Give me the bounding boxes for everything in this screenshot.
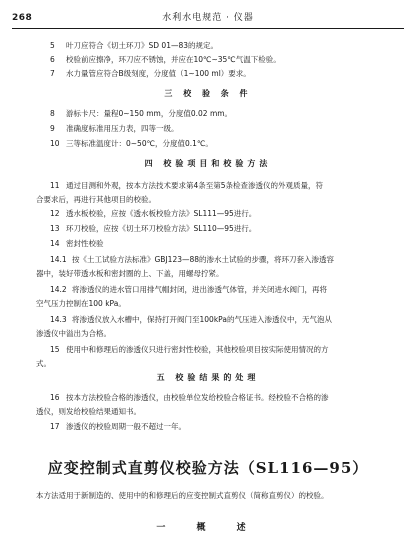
- section-heading: 五 校验结果的处理: [156, 373, 260, 382]
- list-item: 8 游标卡尺：量程0~150 mm，分度值0.02 mm。: [50, 109, 233, 118]
- paragraph-line: 合要求后，再进行其他项目的校验。: [36, 195, 156, 204]
- paragraph-line: 渗透仪中溢出为合格。: [36, 329, 111, 338]
- running-title: 水利水电规范 · 仪器: [162, 13, 254, 23]
- paragraph-line: 16 按本方法校验合格的渗透仪，由校验单位发给校验合格证书。经校验不合格的渗: [50, 393, 329, 402]
- document-title: 应变控制式直剪仪校验方法（SL116—95）: [47, 459, 369, 477]
- list-item: 6 校验前应擦净，环刀应不锈蚀，并应在10℃~35℃气温下检验。: [50, 55, 281, 64]
- paragraph-line: 12 透水板校验，应按《透水板校验方法》SL111—95进行。: [50, 209, 257, 218]
- paragraph-line: 17 渗透仪的校验周期一般不超过一年。: [50, 422, 186, 431]
- list-item: 5 叶刀应符合《切土环刀》SD 01—83的规定。: [50, 41, 219, 50]
- paragraph-line: 器中，装好带透水板和密封圈的上、下盖，用螺母拧紧。: [36, 269, 224, 278]
- page-number: 268: [12, 13, 33, 23]
- section-heading: 四 校验项目和校验方法: [144, 159, 272, 168]
- paragraph-line: 13 环刀校验，应按《切土环刀校验方法》SL110—95进行。: [50, 224, 257, 233]
- list-item: 7 水力量管应符合B级刻度，分度值（1~100 ml）要求。: [50, 69, 251, 78]
- list-item: 9 准确度标准用压力表，四等一级。: [50, 124, 179, 133]
- page-header: [12, 10, 404, 26]
- section-heading: 三 校 验 条 件: [164, 89, 252, 98]
- intro-paragraph: 本方法适用于新制造的、使用中的和修理后的应变控制式直剪仪（简称直剪仪）的校验。: [36, 491, 329, 500]
- section-heading: 一 概 述: [156, 523, 260, 533]
- paragraph-line: 式。: [36, 359, 51, 368]
- list-item: 10 三等标准温度计：0~50℃，分度值0.1℃。: [50, 139, 213, 148]
- paragraph-line: 14.3 将渗透仪放入水槽中，保持打开阀门至100kPa的气压进入渗透仪中，无气泡从: [50, 315, 332, 324]
- paragraph-line: 14 密封性校验: [50, 239, 104, 248]
- paragraph-line: 15 使用中和修理后的渗透仪只进行密封性校验，其他校验项目按实际使用情况的方: [50, 345, 329, 354]
- paragraph-line: 14.2 将渗透仪的进水管口用排气帽封闭，进出渗透气体管，并关闭进水阀门，再将: [50, 285, 327, 294]
- paragraph-line: 空气压力控制在100 kPa。: [36, 299, 126, 308]
- paragraph-line: 11 通过目测和外观，按本方法技术要求第4条至第5条检查渗透仪的外观质量，符: [50, 181, 324, 190]
- header-rule: [12, 28, 404, 29]
- paragraph-line: 透仪，则发给校验结果通知书。: [36, 407, 141, 416]
- paragraph-line: 14.1 按《土工试验方法标准》GBJ123—88的渗水土试验的步骤，将环刀套入渗透容: [50, 255, 335, 264]
